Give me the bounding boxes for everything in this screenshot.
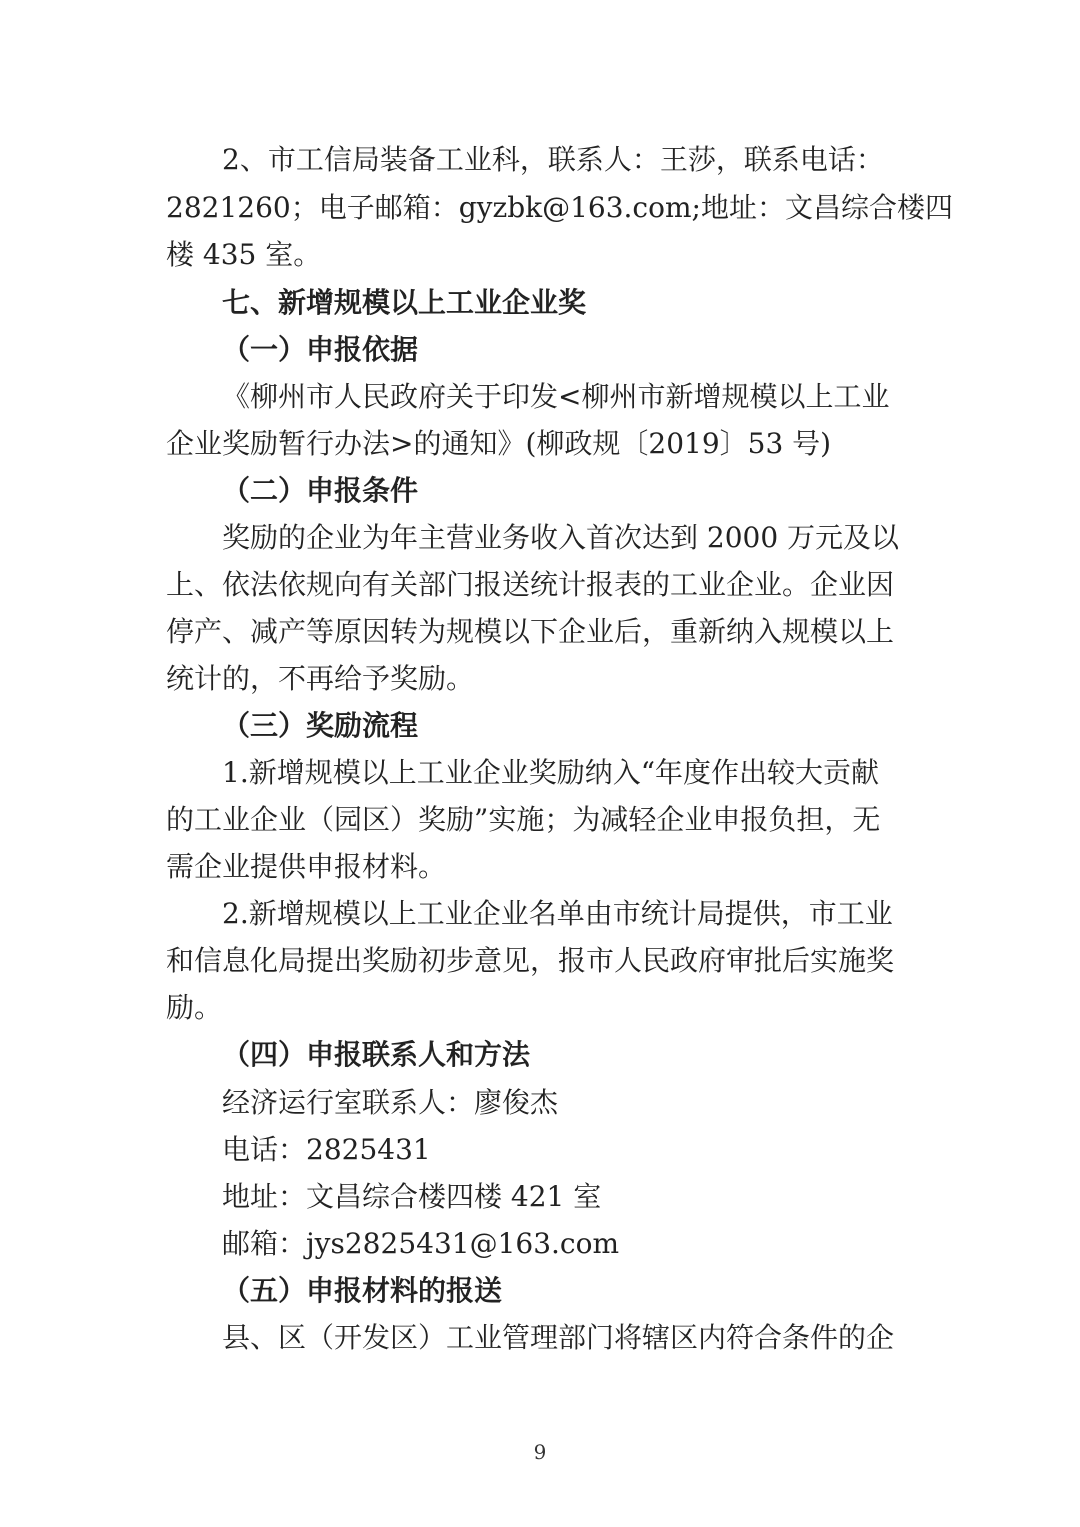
paragraph-line: 2.新增规模以上工业企业名单由市统计局提供，市工业 bbox=[222, 897, 893, 930]
paragraph-line: 《柳州市人民政府关于印发<柳州市新增规模以上工业 bbox=[222, 380, 890, 413]
paragraph-line: 2821260；电子邮箱：gyzbk@163.com;地址：文昌综合楼四 bbox=[166, 191, 953, 224]
paragraph-line: 楼 435 室。 bbox=[166, 238, 322, 271]
paragraph-line: 企业奖励暂行办法>的通知》(柳政规〔2019〕53 号) bbox=[166, 427, 832, 460]
paragraph-line: 需企业提供申报材料。 bbox=[166, 850, 447, 883]
subsection-heading: （三）奖励流程 bbox=[222, 709, 419, 742]
subsection-heading: （四）申报联系人和方法 bbox=[222, 1038, 531, 1071]
paragraph-line: 励。 bbox=[166, 991, 223, 1024]
subsection-heading: （二）申报条件 bbox=[222, 474, 419, 507]
paragraph-line: 奖励的企业为年主营业务收入首次达到 2000 万元及以 bbox=[222, 521, 900, 554]
contact-person: 经济运行室联系人：廖俊杰 bbox=[222, 1086, 559, 1119]
contact-address: 地址：文昌综合楼四楼 421 室 bbox=[222, 1180, 602, 1213]
paragraph-line: 县、区（开发区）工业管理部门将辖区内符合条件的企 bbox=[222, 1321, 895, 1354]
page-number: 9 bbox=[533, 1440, 547, 1464]
subsection-heading: （五）申报材料的报送 bbox=[222, 1274, 503, 1307]
paragraph-line: 2、市工信局装备工业科，联系人：王莎，联系电话： bbox=[222, 143, 884, 176]
paragraph-line: 和信息化局提出奖励初步意见，报市人民政府审批后实施奖 bbox=[166, 944, 895, 977]
paragraph-line: 上、依法依规向有关部门报送统计报表的工业企业。企业因 bbox=[166, 568, 895, 601]
subsection-heading: （一）申报依据 bbox=[222, 333, 419, 366]
paragraph-line: 统计的，不再给予奖励。 bbox=[166, 662, 475, 695]
paragraph-line: 停产、减产等原因转为规模以下企业后，重新纳入规模以上 bbox=[166, 615, 895, 648]
paragraph-line: 1.新增规模以上工业企业奖励纳入“年度作出较大贡献 bbox=[222, 756, 880, 789]
section-heading: 七、新增规模以上工业企业奖 bbox=[222, 286, 587, 319]
contact-phone: 电话：2825431 bbox=[222, 1133, 431, 1166]
paragraph-line: 的工业企业（园区）奖励”实施；为减轻企业申报负担，无 bbox=[166, 803, 881, 836]
contact-email: 邮箱：jys2825431@163.com bbox=[222, 1227, 620, 1260]
